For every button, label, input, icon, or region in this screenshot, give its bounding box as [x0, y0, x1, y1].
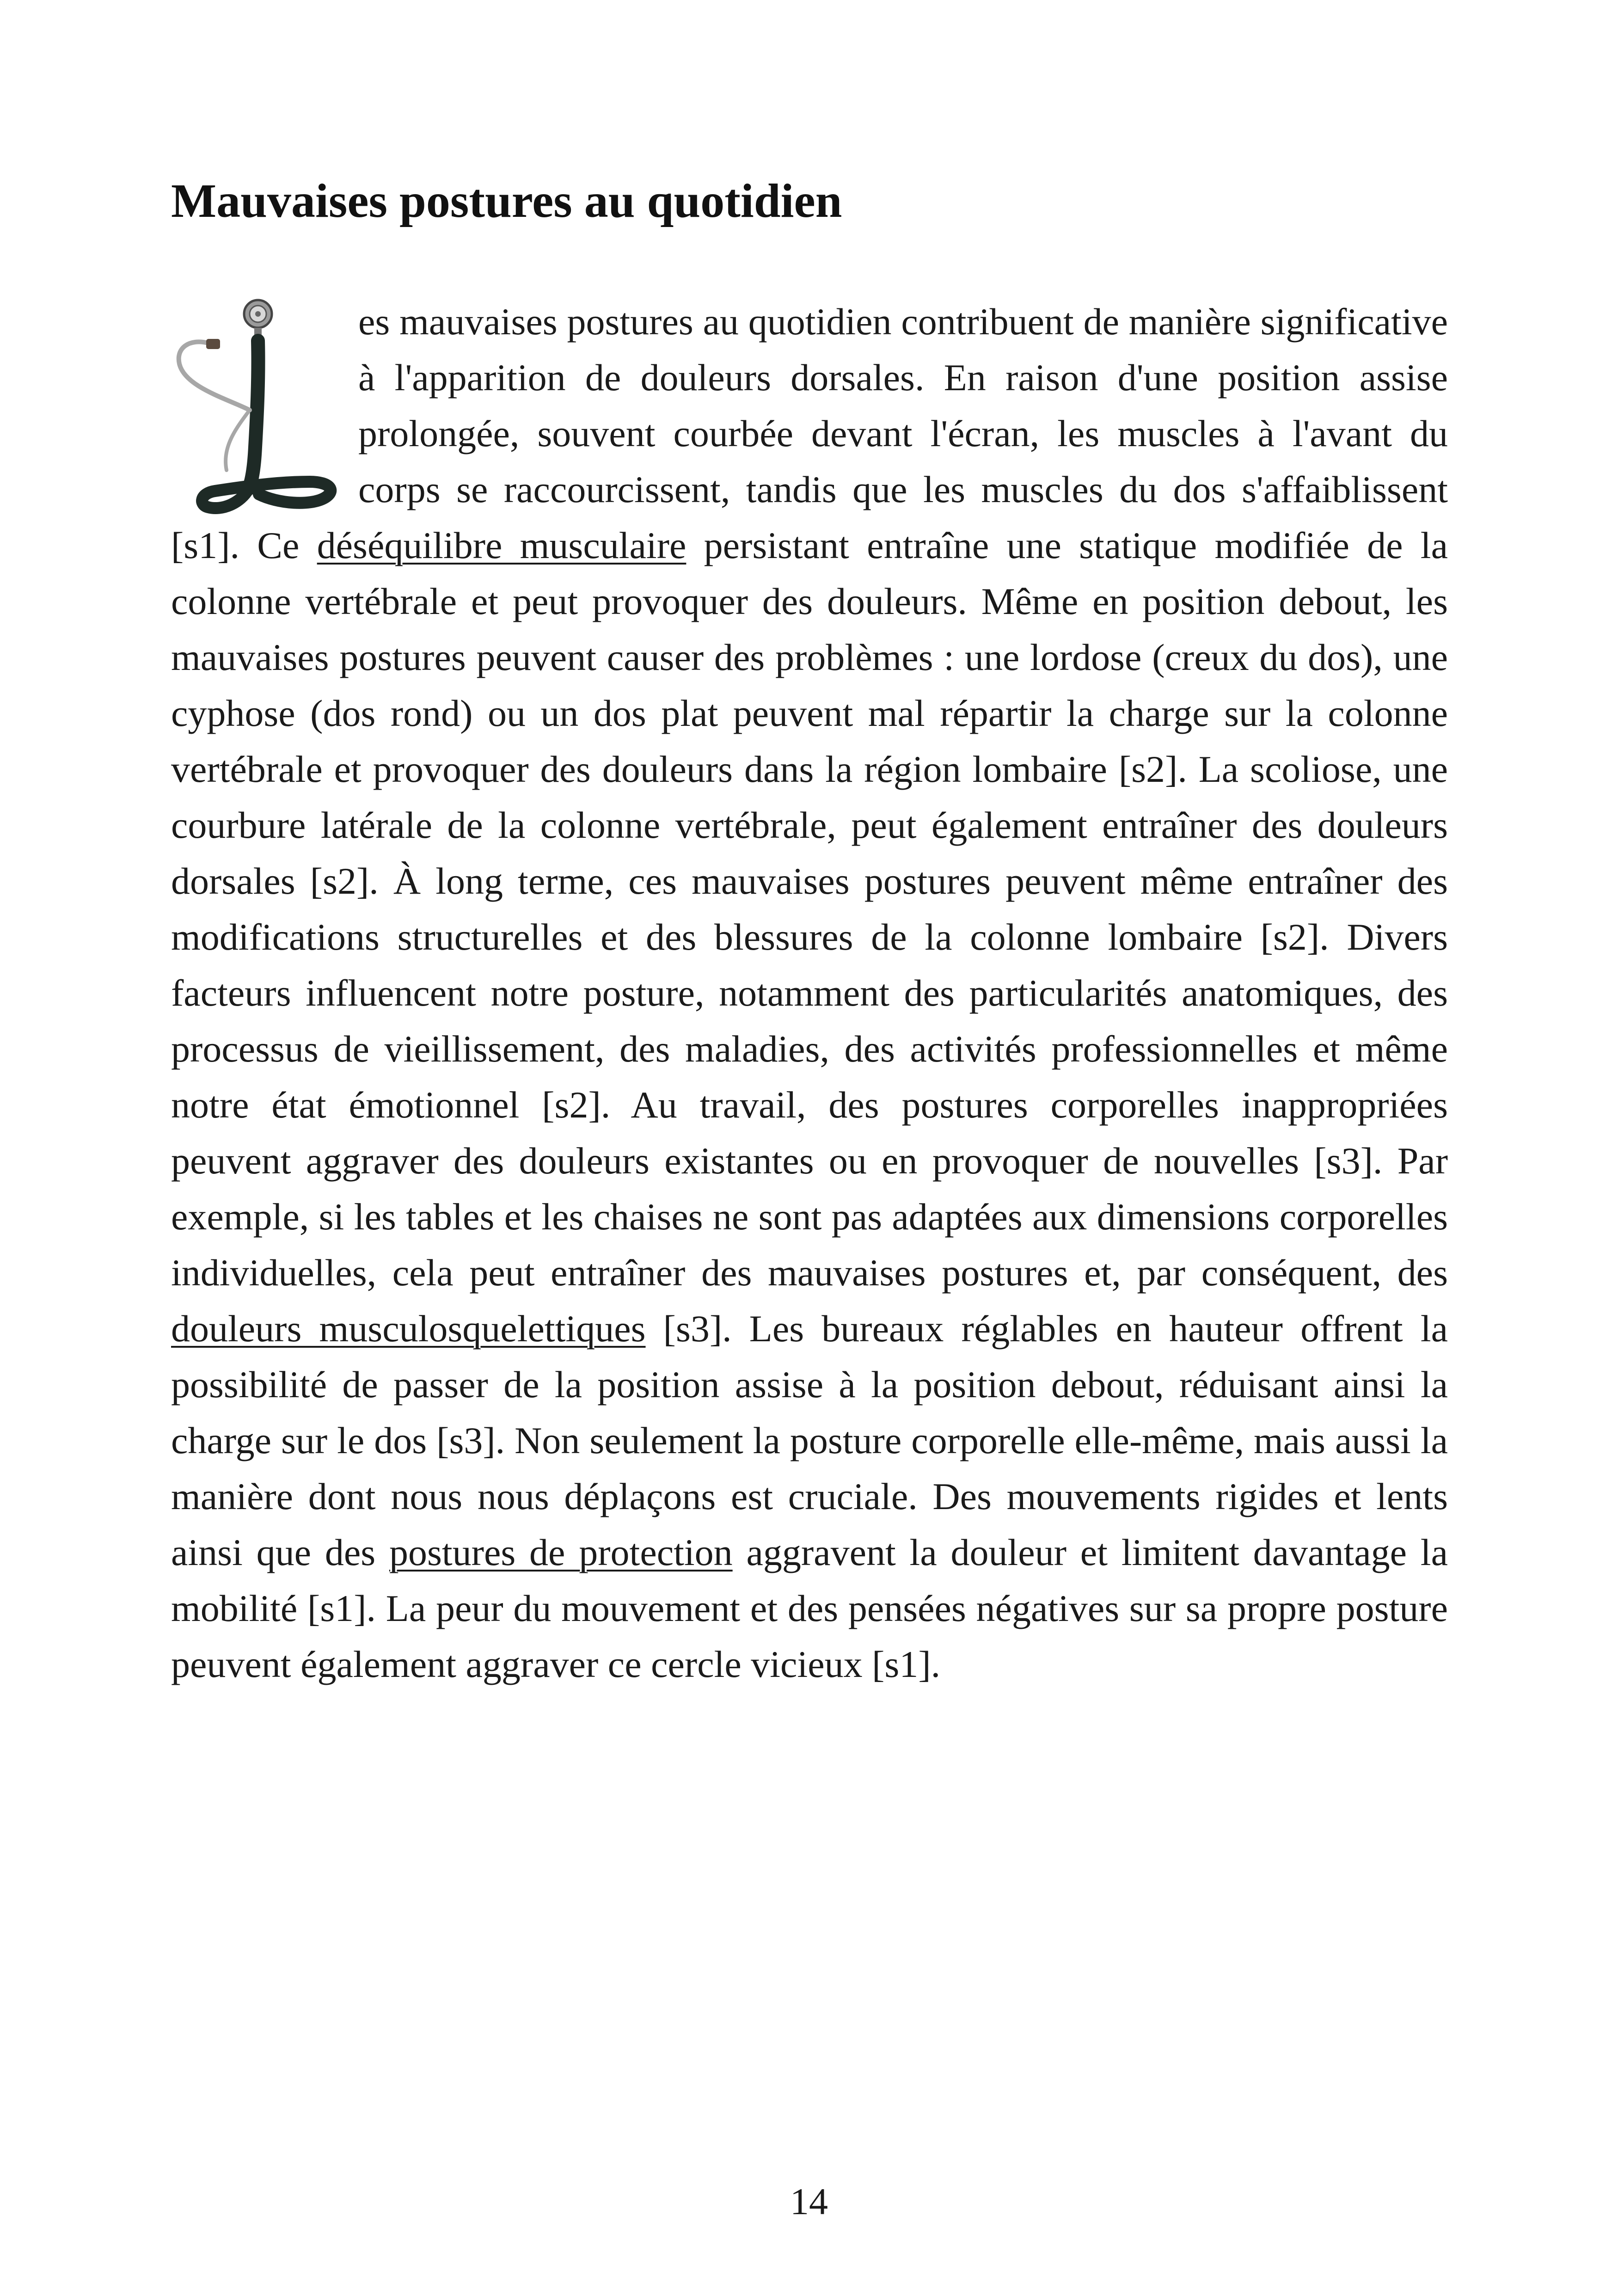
paragraph-text-4: aggravent la douleur et limitent davantage la mobilité [s1]. La peur du mouvement et des pensées négatives sur sa propre posture peuvent également aggraver ce cercle vicieux [s1].: [171, 1531, 1448, 1685]
link-postures-de-protection[interactable]: postures de protection: [389, 1531, 733, 1573]
stethoscope-icon: [171, 295, 356, 516]
link-desequilibre-musculaire[interactable]: déséquilibre musculaire: [317, 524, 686, 566]
link-douleurs-musculosquelettiques[interactable]: douleurs musculosquelettiques: [171, 1308, 646, 1350]
body-paragraph: [171, 294, 1448, 1692]
drop-cap-l: [171, 295, 358, 516]
paragraph-text-2: persistant entraîne une statique modifiée de la colonne vertébrale et peut provoquer des douleurs. Même en position debout, les mauvaises postures peuvent causer des problèmes : une lordose (creux du dos), une cyphose (dos rond) ou un dos plat peuvent mal répartir la charge sur la colonne vertébrale et provoquer des douleurs dans la région lombaire [s2]. La scoliose, une courbure latérale de la colonne vertébrale, peut également entraîner des douleurs dorsales [s2]. À long terme, ces mauvaises postures peuvent même entraîner des modifications structurelles et des blessures de la colonne lombaire [s2]. Divers facteurs influencent notre posture, notamment des particularités anatomiques, des processus de vieillissement, des maladies, des activités professionnelles et même notre état émotionnel [s2]. Au travail, des postures corporelles inappropriées peuvent aggraver des douleurs existantes ou en provoquer de nouvelles [s3]. Par exemple, si les tables et les chaises ne sont pas adaptées aux dimensions corporelles individuelles, cela peut entraîner des mauvaises postures et, par conséquent, des: [171, 524, 1448, 1294]
paragraph-text-1: es mauvaises postures au quotidien contribuent de manière significative à l'apparition de douleurs dorsales. En raison d'une position assise prolongée, souvent courbée devant l'écran, les muscles à l'avant du corps se raccourcissent, tandis que les muscles du dos s'affaiblissent [s1]. Ce: [171, 301, 1448, 566]
paragraph-text-3: [s3]. Les bureaux réglables en hauteur offrent la possibilité de passer de la position assise à la position debout, réduisant ainsi la charge sur le dos [s3]. Non seulement la posture corporelle elle-même, mais aussi la manière dont nous nous déplaçons est cruciale. Des mouvements rigides et lents ainsi que des: [171, 1308, 1448, 1573]
page-title: Mauvaises postures au quotidien: [171, 174, 842, 227]
page-number: 14: [790, 2180, 828, 2222]
